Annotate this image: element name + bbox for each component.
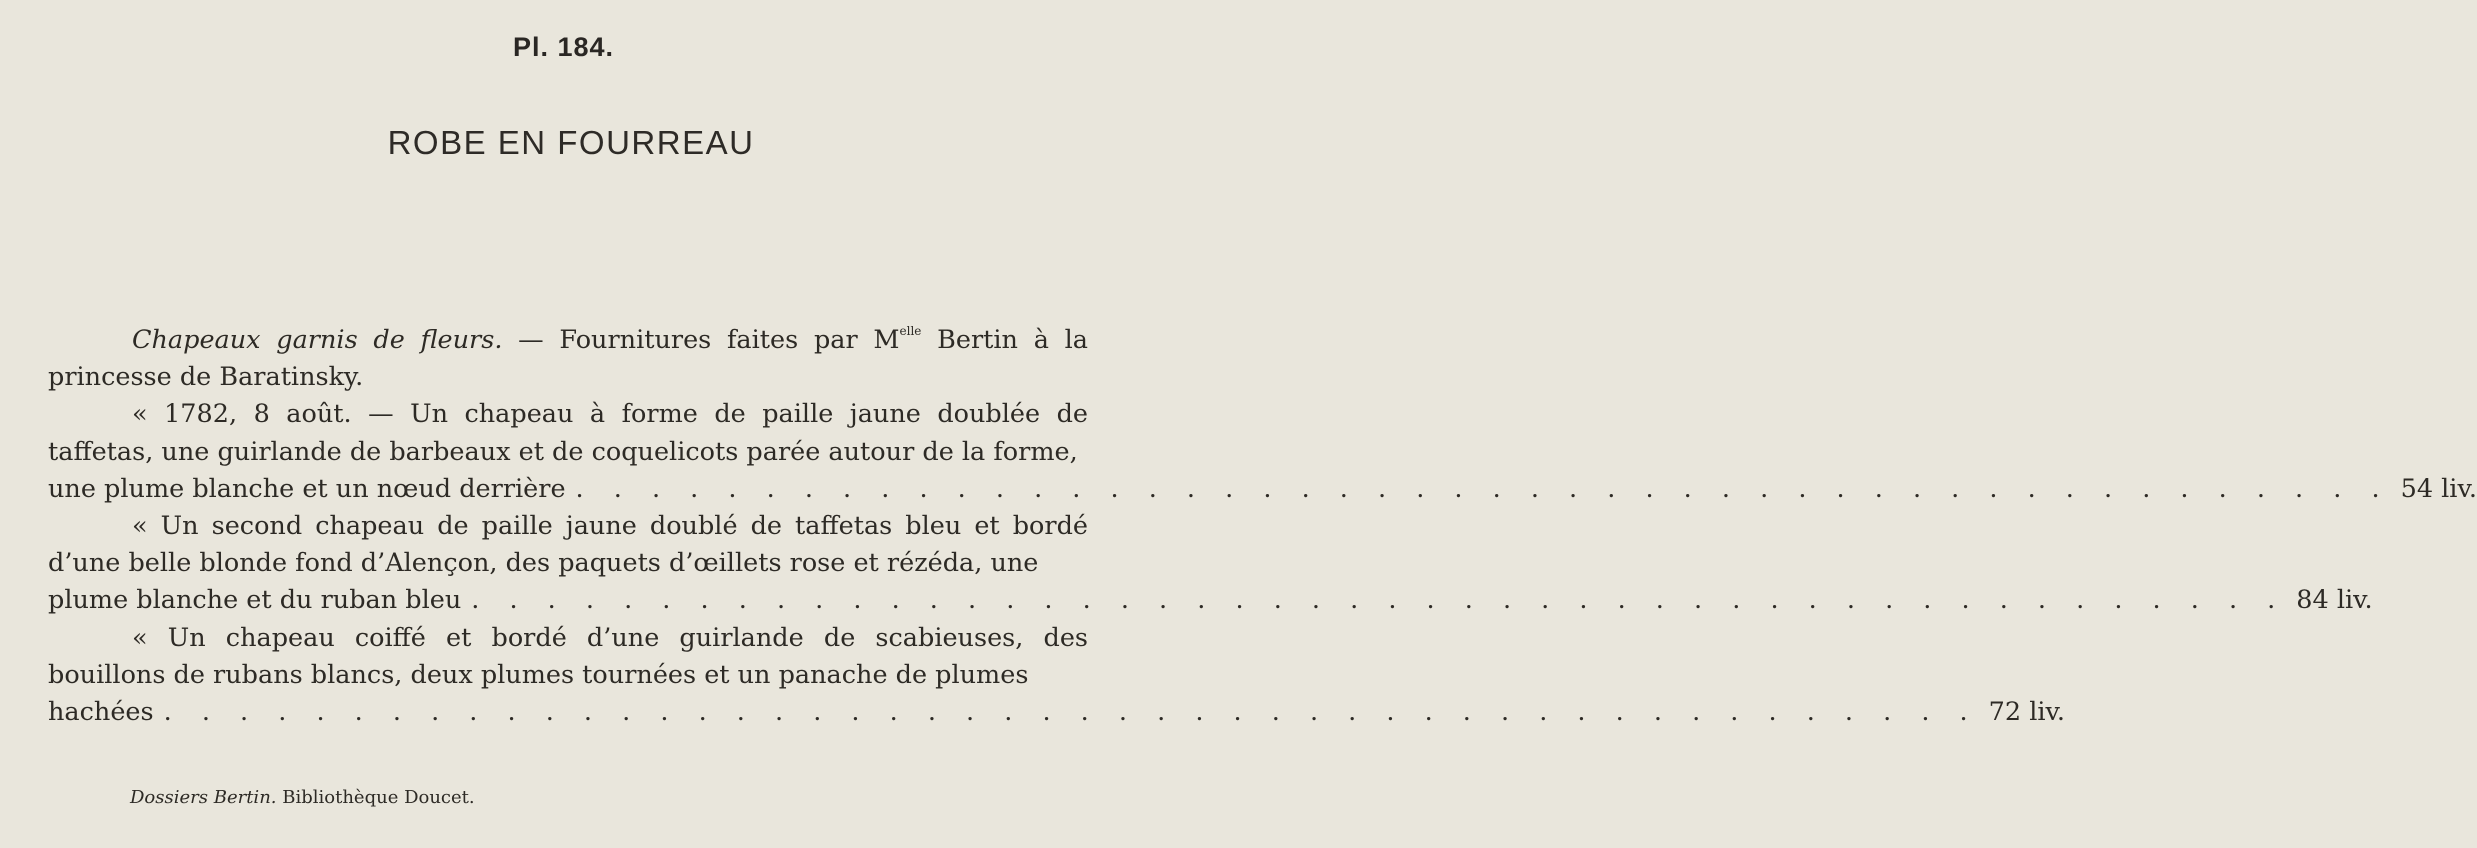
entry-3-amount: 72 liv.: [1988, 697, 2066, 728]
entry-1-text: « 1782, 8 août. — Un chapeau à forme de paille jaune doublée de taffetas, une guirlande de barbeaux et de coquelicots parée autour de la forme,: [48, 399, 1088, 467]
entry-2-last-line: plume blanche et du ruban bleu: [48, 585, 462, 616]
intro-italic-title: Chapeaux garnis de fleurs.: [132, 325, 503, 355]
intro-superscript: elle: [899, 324, 922, 338]
intro-paragraph: [48, 322, 1088, 396]
entry-3-total-line: [48, 694, 2066, 731]
source-rest: Bibliothèque Doucet.: [276, 787, 475, 808]
plate-number: Pl. 184.: [512, 32, 615, 62]
entry-3-last-line: hachées: [48, 697, 154, 728]
leader-dots: . . . . . . . . . . . . . . . . . . . . . . . . . . . . . . . . . . . . . . . . . . . . . . . .: [575, 473, 2391, 504]
source-citation: [130, 787, 475, 808]
leader-dots: . . . . . . . . . . . . . . . . . . . . . . . . . . . . . . . . . . . . . . . . . . . . . . . .: [163, 697, 1979, 728]
page-title: ROBE EN FOURREAU: [387, 124, 755, 161]
entry-2-text: « Un second chapeau de paille jaune doublé de taffetas bleu et bordé d’une belle blonde fond d’Alençon, des paquets d’œillets rose et rézéda, une: [48, 511, 1088, 579]
entry-2: [48, 508, 1088, 582]
document-body: [48, 322, 2477, 731]
entry-2-total-line: [48, 582, 2373, 619]
entry-1-last-line: une plume blanche et un nœud derrière: [48, 473, 566, 504]
intro-text-b: Bertin à la princesse de Baratinsky.: [48, 325, 1088, 393]
intro-text-a: — Fournitures faites par M: [502, 325, 900, 355]
entry-1: [48, 396, 1088, 470]
entry-1-total-line: [48, 471, 2477, 508]
entry-3-text: « Un chapeau coiffé et bordé d’une guirlande de scabieuses, des bouillons de rubans blancs, deux plumes tournées et un panache de plumes: [48, 622, 1088, 690]
source-italic: Dossiers Bertin.: [130, 787, 277, 808]
entry-1-amount: 54 liv.: [2400, 473, 2477, 504]
entry-3: [48, 620, 1088, 694]
entry-2-amount: 84 liv.: [2296, 585, 2373, 616]
leader-dots: . . . . . . . . . . . . . . . . . . . . . . . . . . . . . . . . . . . . . . . . . . . . . . . .: [471, 585, 2287, 616]
